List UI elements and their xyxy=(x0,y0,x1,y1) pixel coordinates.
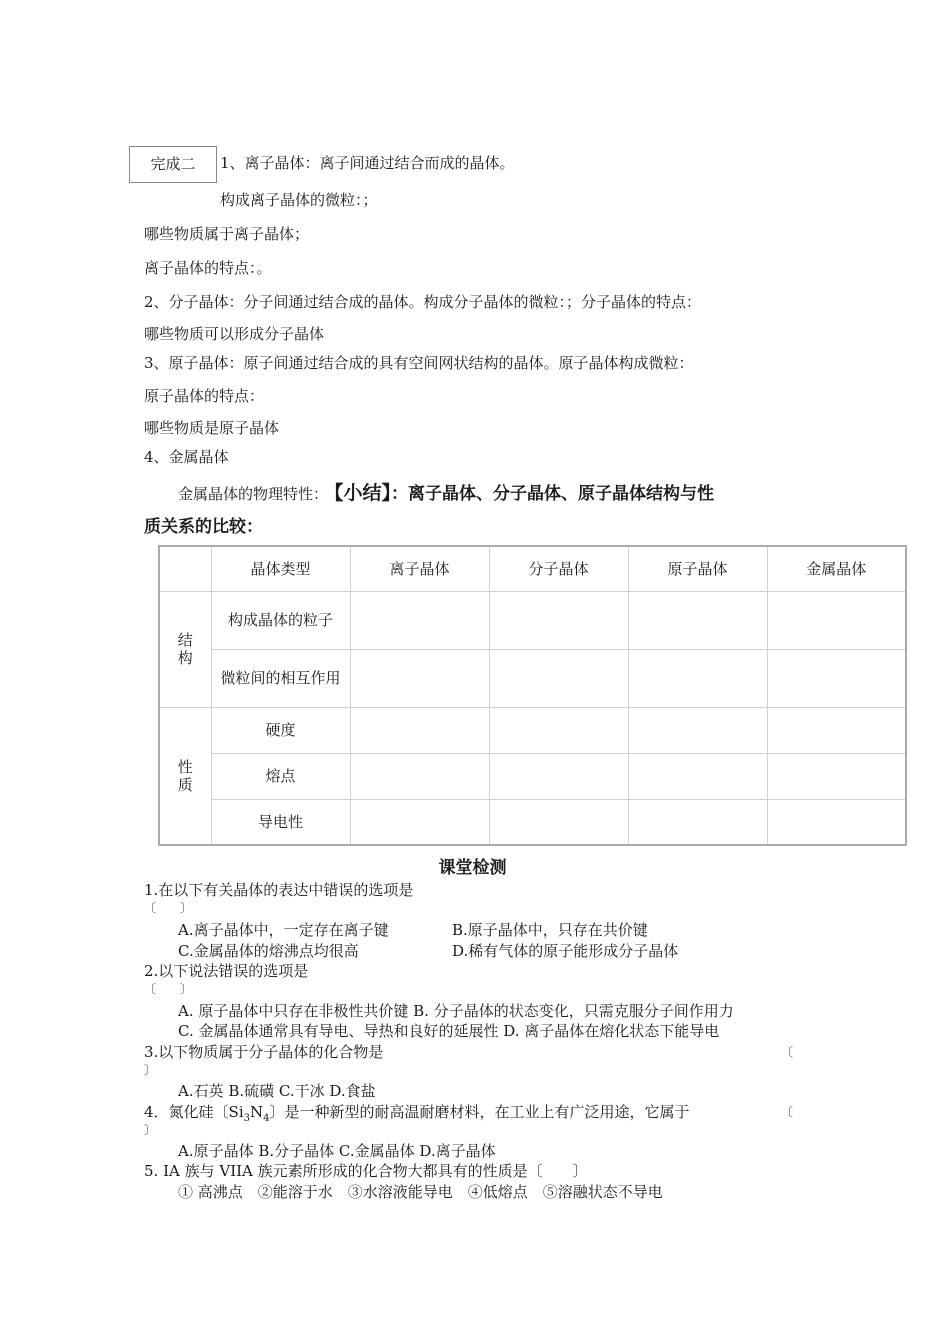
atomic-crystal-definition: 3、原子晶体：原子间通过结合成的具有空间网状结构的晶体。原子晶体构成微粒： xyxy=(144,354,694,372)
question-4 xyxy=(144,1102,690,1129)
question-5: 5. IA 族与 VIIA 族元素所形成的化合物大都具有的性质是〔 〕 xyxy=(144,1162,588,1180)
table-corner xyxy=(159,546,211,591)
section-label-box xyxy=(129,146,217,183)
question-3: 3.以下物质属于分子晶体的化合物是 xyxy=(144,1043,384,1061)
table-row xyxy=(159,591,906,649)
q1-option-c: C.金属晶体的熔沸点均很高 xyxy=(178,942,359,960)
table-cell xyxy=(489,799,628,845)
table-cell xyxy=(628,753,767,799)
table-cell xyxy=(767,799,906,845)
table-cell xyxy=(489,707,628,753)
q2-options-cd: C. 金属晶体通常具有导电、导热和良好的延展性 D. 离子晶体在熔化状态下能导电 xyxy=(178,1022,720,1040)
table-cell xyxy=(489,753,628,799)
q4-options: A.原子晶体 B.分子晶体 C.金属晶体 D.离子晶体 xyxy=(178,1142,496,1160)
table-cell xyxy=(489,591,628,649)
table-cell xyxy=(350,753,489,799)
table-cell xyxy=(767,707,906,753)
ionic-crystal-particles: 构成离子晶体的微粒：； xyxy=(220,191,378,209)
group-property-label: 性 质 xyxy=(177,757,193,794)
summary-title: ：离子晶体、分子晶体、原子晶体结构与性 xyxy=(391,484,715,504)
question-3-paren-close: 〕 xyxy=(144,1063,157,1077)
q4-text-pre: 4．氮化硅〔Si xyxy=(144,1103,244,1121)
group-structure-label: 结 构 xyxy=(177,631,193,667)
comparison-table xyxy=(158,545,907,846)
row-label: 熔点 xyxy=(211,753,350,799)
molecular-crystal-definition: 2、分子晶体：分子间通过结合成的晶体。构成分子晶体的微粒：；分子晶体的特点： xyxy=(144,293,702,311)
question-1: 1.在以下有关晶体的表达中错误的选项是 xyxy=(144,881,414,899)
question-1-answer-paren: 〔 〕 xyxy=(144,901,193,915)
question-4-paren-close: 〕 xyxy=(144,1123,157,1137)
table-header-cell: 离子晶体 xyxy=(350,546,489,591)
question-2: 2.以下说法错误的选项是 xyxy=(144,962,309,980)
q2-options-ab: A. 原子晶体中只存在非极性共价键 B. 分子晶体的状态变化，只需克服分子间作用力 xyxy=(178,1002,734,1020)
q1-option-d: D.稀有气体的原子能形成分子晶体 xyxy=(452,942,679,960)
q4-text-mid: N xyxy=(250,1103,264,1121)
table-row xyxy=(159,753,906,799)
row-label: 硬度 xyxy=(211,707,350,753)
q4-text-post: 〕是一种新型的耐高温耐磨材料，在工业上有广泛用途，它属于 xyxy=(269,1103,690,1121)
table-cell xyxy=(350,799,489,845)
table-cell xyxy=(350,707,489,753)
table-header-cell: 金属晶体 xyxy=(767,546,906,591)
metallic-crystal-heading: 4、金属晶体 xyxy=(144,448,229,466)
group-property xyxy=(159,707,211,845)
summary-bracket-title: 【小结】 xyxy=(334,482,392,504)
table-cell xyxy=(628,799,767,845)
atomic-crystal-features: 原子晶体的特点： xyxy=(144,387,265,405)
section-label: 完成二 xyxy=(150,155,196,173)
ionic-crystal-definition: 1、离子晶体：离子间通过结合而成的晶体。 xyxy=(220,154,515,172)
table-row xyxy=(159,707,906,753)
question-3-paren-open: 〔 xyxy=(781,1045,794,1059)
table-header-cell: 分子晶体 xyxy=(489,546,628,591)
q3-options: A.石英 B.硫磺 C.干冰 D.食盐 xyxy=(178,1082,376,1100)
table-header-cell: 原子晶体 xyxy=(628,546,767,591)
molecular-crystal-substances: 哪些物质可以形成分子晶体 xyxy=(144,325,325,343)
ionic-crystal-substances: 哪些物质属于离子晶体； xyxy=(144,225,310,243)
row-label: 构成晶体的粒子 xyxy=(211,591,350,649)
group-structure xyxy=(159,591,211,707)
table-cell xyxy=(767,649,906,707)
atomic-crystal-substances: 哪些物质是原子晶体 xyxy=(144,419,280,437)
q1-option-b: B.原子晶体中，只存在共价键 xyxy=(452,921,648,939)
q1-option-a: A.离子晶体中，一定存在离子键 xyxy=(178,921,389,939)
q4-subscript-1: 3 xyxy=(243,1113,250,1124)
q5-options: ① 高沸点 ②能溶于水 ③水溶液能导电 ④低熔点 ⑤溶融状态不导电 xyxy=(178,1183,663,1201)
table-cell xyxy=(350,591,489,649)
row-label: 微粒间的相互作用 xyxy=(211,649,350,707)
summary-line xyxy=(178,480,714,506)
table-row xyxy=(159,649,906,707)
table-cell xyxy=(767,753,906,799)
table-cell xyxy=(767,591,906,649)
table-cell xyxy=(628,649,767,707)
table-cell xyxy=(628,591,767,649)
question-2-answer-paren: 〔 〕 xyxy=(144,982,193,996)
metallic-crystal-properties: 金属晶体的物理特性： xyxy=(178,485,329,503)
q4-subscript-2: 4 xyxy=(263,1113,270,1124)
table-header-row xyxy=(159,546,906,591)
table-cell xyxy=(489,649,628,707)
ionic-crystal-features: 离子晶体的特点：。 xyxy=(144,259,272,277)
table-cell xyxy=(350,649,489,707)
row-label: 导电性 xyxy=(211,799,350,845)
question-4-paren-open: 〔 xyxy=(781,1105,794,1119)
quiz-title: 课堂检测 xyxy=(438,858,507,878)
table-row xyxy=(159,799,906,845)
summary-title-line2: 质关系的比较： xyxy=(144,517,263,537)
table-cell xyxy=(628,707,767,753)
table-header-cell: 晶体类型 xyxy=(211,546,350,591)
